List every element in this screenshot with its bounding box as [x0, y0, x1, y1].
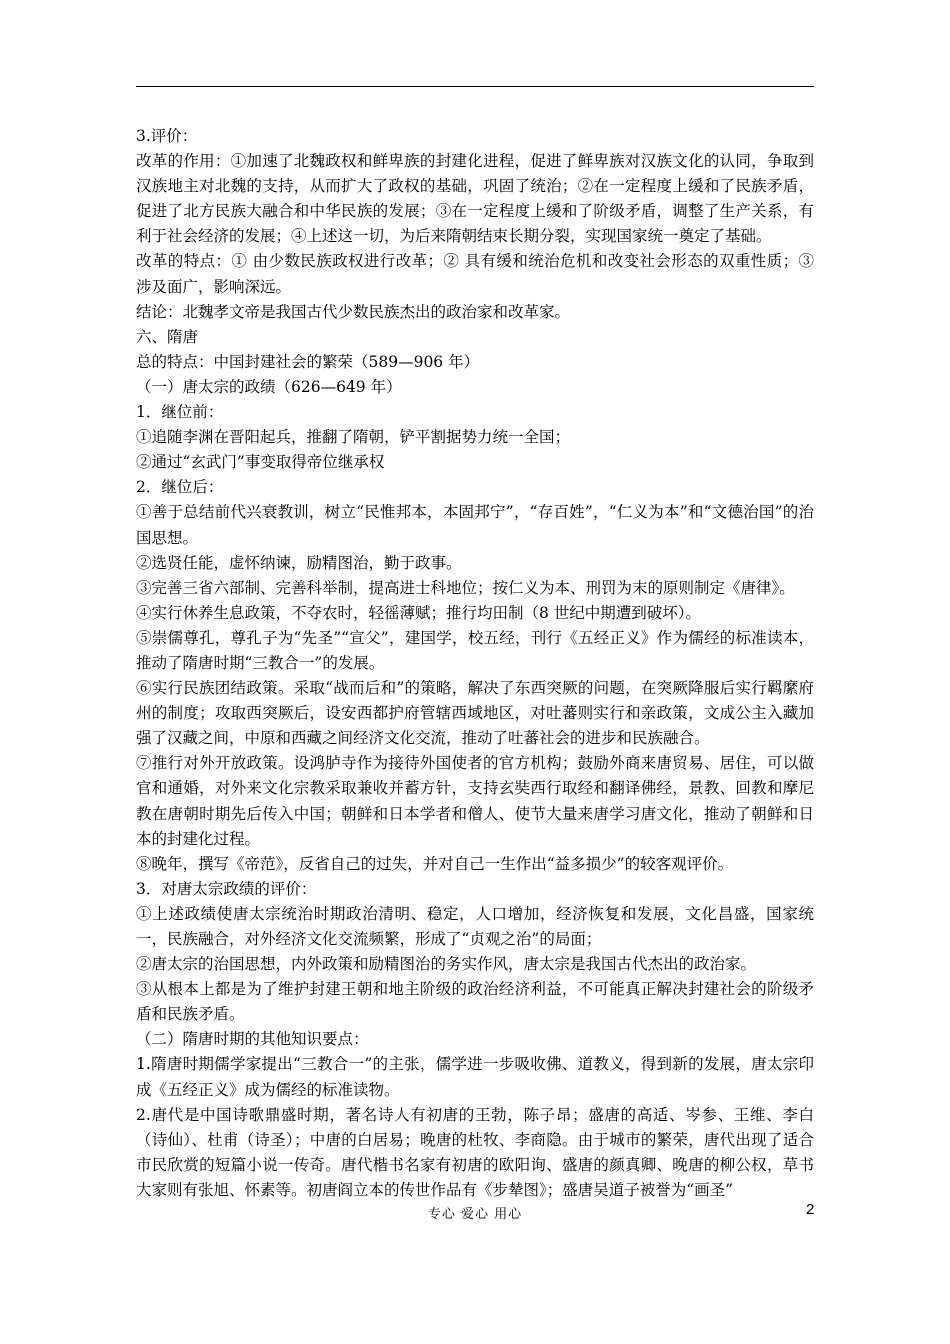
paragraph: 2.唐代是中国诗歌鼎盛时期，著名诗人有初唐的王勃，陈子昂；盛唐的高适、岑参、王维、李白（诗仙）、杜甫（诗圣）；中唐的白居易；晚唐的杜牧、李商隐。由于城市的繁荣，唐代出现了适合市民欣赏的短篇小说一传奇。唐代楷书名家有初唐的欧阳询、盛唐的颜真卿、晚唐的柳公权，草书大家则有张旭、怀素等。初唐阎立本的传世作品有《步辇图》；盛唐吴道子被誉为“画圣” — [136, 1105, 814, 1199]
list-item: ②唐太宗的治国思想，内外政策和励精图治的务实作风，唐太宗是我国古代杰出的政治家。 — [136, 955, 757, 974]
footer-motto: 专心 爱心 用心 — [427, 1207, 523, 1222]
paragraph: 改革的作用：①加速了北魏政权和鲜卑族的封建化进程，促进了鲜卑族对汉族文化的认同，争取到汉族地主对北魏的支持，从而扩大了政权的基础，巩固了统治；②在一定程度上缓和了民族矛盾，促进了北方民族大融合和中华民族的发展；③在一定程度上缓和了阶级矛盾，调整了生产关系，有利于社会经济的发展；④上述这一切，为后来隋朝结束长期分裂，实现国家统一奠定了基础。 — [136, 152, 814, 246]
list-item: ②选贤任能，虚怀纳谏，励精图治，勤于政事。 — [136, 553, 462, 572]
list-heading: 2．继位后： — [136, 478, 224, 497]
page-number: 2 — [806, 1201, 815, 1218]
list-heading: 1．继位前： — [136, 403, 224, 422]
list-item: ③完善三省六部制、完善科举制，提高进士科地位；按仁义为本、刑罚为末的原则制定《唐律》。 — [136, 578, 795, 597]
paragraph: 改革的特点：① 由少数民族政权进行改革；② 具有缓和统治危机和改变社会形态的双重性质；③ 涉及面广，影响深远。 — [136, 252, 814, 296]
list-item: ②通过“玄武门”事变取得帝位继承权 — [136, 453, 385, 472]
list-item: ④实行休养生息政策，不夺农时，轻徭薄赋；推行均田制（8 世纪中期遭到破坏）。 — [136, 603, 702, 622]
list-item: ①上述政绩使唐太宗统治时期政治清明、稳定，人口增加，经济恢复和发展，文化昌盛，国家统一，民族融合，对外经济文化交流频繁，形成了“贞观之治”的局面； — [136, 904, 814, 948]
document-body — [136, 124, 814, 1203]
subsection-heading: （一）唐太宗的政绩（626—649 年） — [136, 377, 402, 396]
list-item: ①善于总结前代兴衰教训，树立“民惟邦本，本固邦宁”，“存百姓”，“仁义为本”和“文德治国”的治国思想。 — [136, 503, 814, 547]
list-heading: 3．对唐太宗政绩的评价： — [136, 879, 317, 898]
list-item: ⑧晚年，撰写《帝范》，反省自己的过失，并对自己一生作出“益多损少”的较客观评价。 — [136, 854, 734, 873]
subsection-heading: （二）隋唐时期的其他知识要点： — [136, 1030, 369, 1049]
list-item: ①追随李渊在晋阳起兵，推翻了隋朝，铲平割据势力统一全国； — [136, 428, 571, 447]
list-item: ③从根本上都是为了维护封建王朝和地主阶级的政治经济利益，不可能真正解决封建社会的阶级矛盾和民族矛盾。 — [136, 980, 814, 1024]
header-rule — [136, 86, 814, 87]
section-heading: 六、隋唐 — [136, 327, 199, 346]
paragraph: 结论：北魏孝文帝是我国古代少数民族杰出的政治家和改革家。 — [136, 302, 571, 321]
list-item: ⑦推行对外开放政策。设鸿胪寺作为接待外国使者的官方机构；鼓励外商来唐贸易、居住，可以做官和通婚，对外来文化宗教采取兼收并蓄方针，支持玄奘西行取经和翻译佛经，景教、回教和摩尼教在唐朝时期先后传入中国；朝鲜和日本学者和僧人、使节大量来唐学习唐文化，推动了朝鲜和日本的封建化过程。 — [136, 754, 814, 848]
paragraph: 1.隋唐时期儒学家提出“三教合一”的主张，儒学进一步吸收佛、道教义，得到新的发展，唐太宗印成《五经正义》成为儒经的标准读物。 — [136, 1055, 814, 1099]
list-item: ⑤崇儒尊孔，尊孔子为“先圣”“宣父”，建国学，校五经，刊行《五经正义》作为儒经的标准读本，推动了隋唐时期“三教合一”的发展。 — [136, 628, 814, 672]
list-item: ⑥实行民族团结政策。采取“战而后和”的策略，解决了东西突厥的问题，在突厥降服后实行羁縻府州的制度；攻取西突厥后，设安西都护府管辖西域地区，对吐蕃则实行和亲政策，文成公主入藏加强了汉藏之间，中原和西藏之间经济文化交流，推动了吐蕃社会的进步和民族融合。 — [136, 679, 814, 748]
paragraph: 3.评价： — [136, 127, 198, 145]
paragraph: 总的特点：中国封建社会的繁荣（589—906 年） — [136, 352, 480, 371]
